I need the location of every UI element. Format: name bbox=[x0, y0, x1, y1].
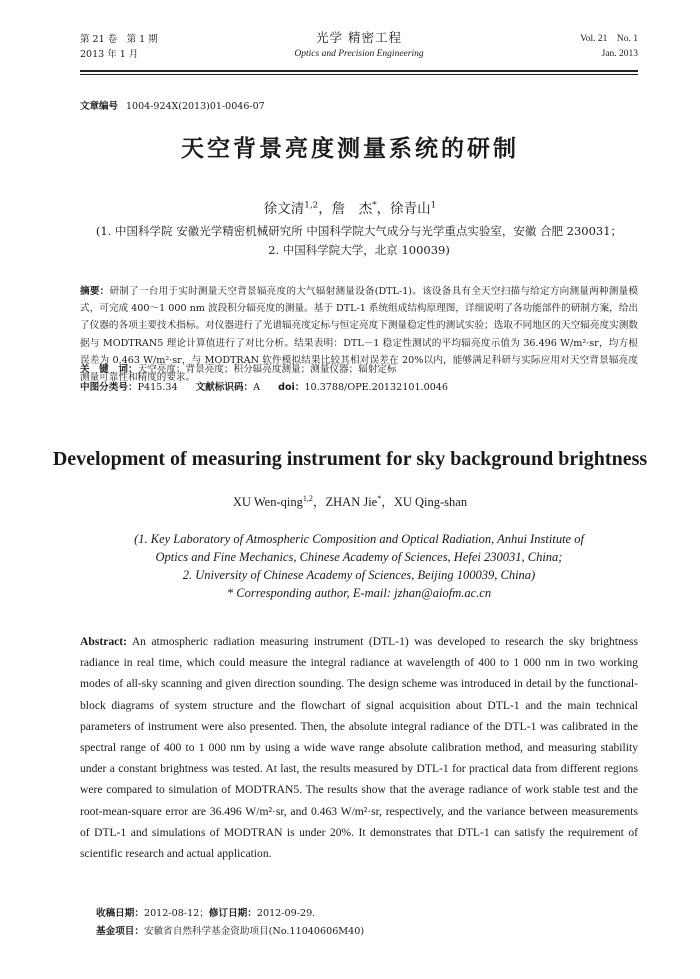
revised-value: 2012-09-29. bbox=[256, 908, 316, 919]
title-cn: 天空背景亮度测量系统的研制 bbox=[181, 136, 519, 162]
doi-label: doi： bbox=[278, 382, 305, 393]
abstract-en bbox=[80, 631, 638, 864]
affiliation-en-line1: (1. Key Laboratory of Atmospheric Composition and Optical Radiation, Anhui Institute of bbox=[134, 532, 584, 546]
title-en: Development of measuring instrument for sky background brightness bbox=[52, 448, 648, 470]
author-sep: ， bbox=[318, 201, 332, 217]
fund-value: 安徽省自然科学基金资助项目(No.11040606M40) bbox=[143, 926, 365, 937]
received-value: 2012-08-12； bbox=[143, 908, 209, 919]
date-cn: 2013 年 1 月 bbox=[80, 49, 139, 60]
header-center bbox=[80, 30, 638, 62]
affiliation-en-line3: 2. University of Chinese Academy of Sciences, Beijing 100039, China) bbox=[182, 568, 536, 582]
author-sep: ， bbox=[376, 201, 391, 217]
affiliation-cn-line1: (1. 中国科学院 安徽光学精密机械研究所 中国科学院大气成分与光学重点实验室，安徽 合肥 230031； bbox=[95, 224, 623, 238]
affiliation-en-line2: Optics and Fine Mechanics, Chinese Academy of Sciences, Hefei 230031, China; bbox=[155, 550, 563, 564]
abstract-en-label: Abstract: bbox=[80, 635, 128, 648]
keywords-cn bbox=[80, 362, 638, 377]
header-rule-thin bbox=[80, 74, 638, 75]
affiliation-cn bbox=[80, 222, 638, 260]
fund-info bbox=[96, 924, 364, 939]
abstract-en-text: An atmospheric radiation measuring instrument (DTL-1) was developed to research the sky brightness radiance in real time, which could measure the integral radiance at wavelength of 400 to 1 000 nm in two working modes of all-sky scanning and given direction sounding. The design scheme was introduced in detail by the functional-block diagrams of system structure and the flowchart of signal acquisition about DTL-1 and the main technical parameters of instrument were also presented. Then, the absolute integral radiance of the DTL-1 was calibrated in the spectral range of 400 to 1 000 nm by using a wide wave range absolute calibration method, and measuring stability under a constant brightness was tested. At last, the results measured by DTL-1 for practical data from different regions were compared to simulation of MODTRAN5. The results show that the average radiance of work stable test and the root-mean-square error are 36.496 W/m²·sr, and 0.463 W/m²·sr, respectively, and the variance between measurements of DTL-1 and simulations of MODTRAN is under 20%. It demonstrates that DTL-1 can satisfy the requirement of scientific research and actual application. bbox=[80, 635, 638, 861]
keywords-cn-text: 天空亮度；背景亮度；积分辐亮度测量；测量仪器；辐射定标 bbox=[137, 364, 397, 375]
date-en: Jan. 2013 bbox=[601, 49, 638, 59]
author-cn-1-sup: 1,2 bbox=[304, 200, 319, 211]
article-number bbox=[80, 98, 265, 112]
author-en-3: XU Qing-shan bbox=[393, 495, 468, 509]
journal-name-cn: 光学 精密工程 bbox=[316, 30, 402, 45]
author-en-1: XU Wen-qing bbox=[232, 495, 303, 509]
authors-en bbox=[0, 492, 700, 510]
author-cn-2: 詹 杰 bbox=[331, 201, 373, 217]
doc-code-value: A bbox=[253, 382, 261, 393]
header-right bbox=[580, 32, 638, 62]
received-date bbox=[96, 906, 315, 921]
abstract-cn-text: 研制了一台用于实时测量天空背景辐亮度的大气辐射测量设备(DTL-1)。该设备具有全天空扫描与给定方向测量两种测量模式，可完成 400～1 000 nm 波段积分辐亮度的测量。基于 DTL-1 系统组成结构原理图，详细说明了各功能部件的研制方案，给出了仪器的各项主要技术指标。对仪器进行了光谱辐亮度定标与恒定亮度下测量稳定性的测试实验；选取不同地区的天空辐亮度实测数据与 MODTRAN5 理论计算值进行了对比分析。结果表明：DTL－1 稳定性测试的平均辐亮度示值为 36.496 W/m²·sr，均方根误差为 0.463 W/m²·sr，与 MODTRAN 软件模拟结果比较其相对误差在 20%以内，能够满足科研与实际应用对天空背景辐亮度测量可靠性和精度的要求。 bbox=[80, 286, 639, 384]
author-en-2-sup: * bbox=[377, 493, 382, 503]
authors-cn bbox=[0, 197, 700, 217]
clc-value: P415.34 bbox=[137, 382, 178, 393]
author-en-1-sup: 1,2 bbox=[302, 493, 313, 503]
revised-label: 修订日期： bbox=[208, 908, 257, 919]
header-rule-thick bbox=[80, 70, 638, 72]
doi-value: 10.3788/OPE.20132101.0046 bbox=[304, 382, 449, 393]
keywords-cn-label: 关 键 词： bbox=[80, 364, 138, 375]
fund-label: 基金项目： bbox=[96, 926, 144, 937]
article-number-label: 文章编号 bbox=[80, 101, 119, 112]
corresponding-author: * Corresponding author, E-mail: jzhan@aiofm.ac.cn bbox=[226, 586, 492, 600]
author-cn-3: 徐青山 bbox=[390, 201, 431, 217]
affiliation-en bbox=[80, 530, 638, 602]
running-header bbox=[80, 30, 638, 68]
journal-name-en: Optics and Precision Engineering bbox=[294, 49, 424, 59]
clc-label: 中图分类号： bbox=[80, 382, 138, 393]
doc-code-label: 文献标识码： bbox=[195, 382, 254, 393]
received-label: 收稿日期： bbox=[96, 908, 144, 919]
article-number-value: 1004-924X(2013)01-0046-07 bbox=[126, 101, 265, 112]
affiliation-cn-line2: 2. 中国科学院大学，北京 100039) bbox=[268, 243, 450, 257]
abstract-cn-label: 摘要： bbox=[80, 286, 110, 297]
author-cn-1: 徐文清 bbox=[263, 201, 305, 217]
author-cn-3-sup: 1 bbox=[430, 200, 437, 211]
author-sep: ， bbox=[312, 495, 326, 509]
volume-cn: 第 21 卷 第 1 期 bbox=[80, 34, 158, 45]
author-cn-2-sup: * bbox=[372, 200, 377, 211]
classification-line bbox=[80, 380, 638, 395]
author-en-2: ZHAN Jie bbox=[325, 495, 378, 509]
volume-en: Vol. 21 No. 1 bbox=[580, 34, 638, 44]
author-sep: ， bbox=[381, 495, 394, 509]
